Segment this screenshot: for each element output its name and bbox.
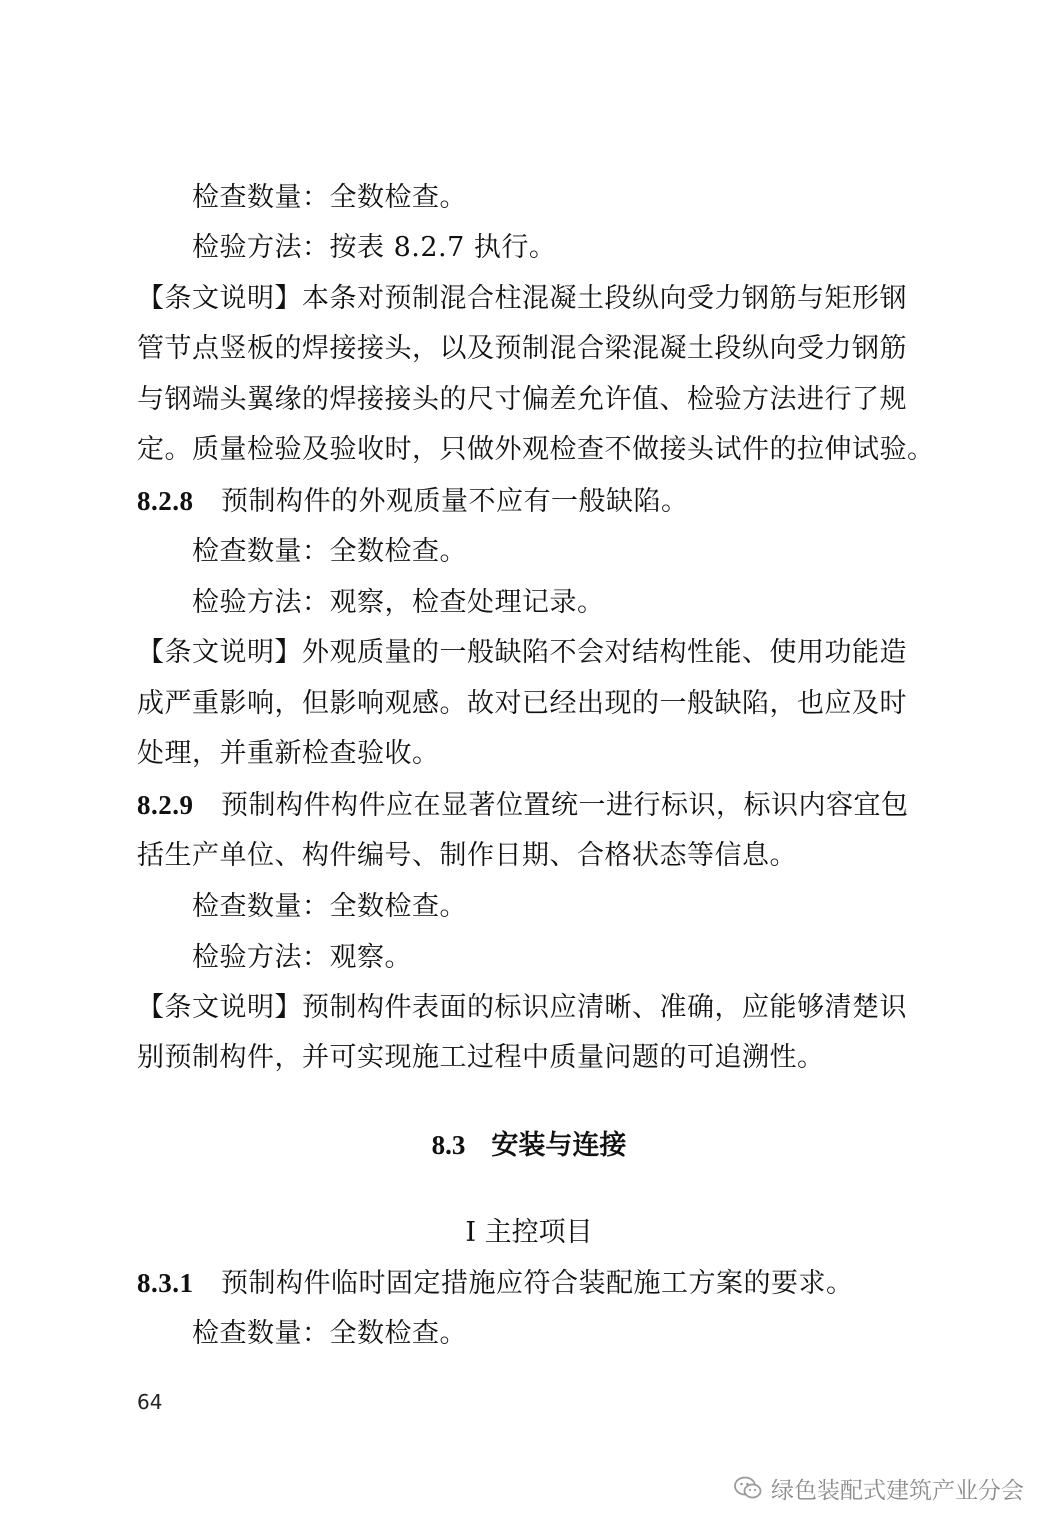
clause-8-3-1: 8.3.1 预制构件临时固定措施应符合装配施工方案的要求。 [137,1265,927,1302]
paragraph-line: 括生产单位、构件编号、制作日期、合格状态等信息。 [137,840,797,871]
subsection-heading: Ⅰ 主控项目 [465,1217,593,1248]
explanation-line: 定。质量检验及验收时，只做外观检查不做接头试件的拉伸试验。 [137,434,935,465]
wechat-icon [733,1475,763,1501]
explanation-line: 别预制构件，并可实现施工过程中质量问题的可追溯性。 [137,1042,825,1073]
clause-number: 8.3.1 [137,1268,194,1298]
clause-8-2-8: 8.2.8 预制构件的外观质量不应有一般缺陷。 [137,483,927,520]
watermark-text: 绿色装配式建筑产业分会 [771,1477,1024,1504]
page-number: 64 [137,1390,163,1414]
explanation-line: 【条文说明】外观质量的一般缺陷不会对结构性能、使用功能造 [137,637,907,668]
section-heading [0,1127,1058,1164]
paragraph-line: 检验方法：观察。 [192,942,412,973]
explanation-line: 【条文说明】本条对预制混合柱混凝土段纵向受力钢筋与矩形钢 [137,283,907,314]
paragraph-line: 检查数量：全数检查。 [192,891,467,922]
section-title: 安装与连接 [491,1130,627,1161]
explanation-line: 处理，并重新检查验收。 [137,738,440,769]
explanation-line: 管节点竖板的焊接接头，以及预制混合梁混凝土段纵向受力钢筋 [137,333,907,364]
paragraph-line: 检查数量：全数检查。 [192,182,467,213]
explanation-line: 成严重影响，但影响观感。故对已经出现的一般缺陷，也应及时 [137,688,907,719]
watermark [733,1470,1024,1506]
clause-8-2-9: 8.2.9 预制构件构件应在显著位置统一进行标识，标识内容宜包 [137,787,927,824]
paragraph-line: 检验方法：观察，检查处理记录。 [192,587,605,618]
section-number: 8.3 [431,1130,466,1160]
paragraph-line: 检查数量：全数检查。 [192,536,467,567]
explanation-line: 【条文说明】预制构件表面的标识应清晰、准确，应能够清楚识 [137,992,907,1023]
paragraph-line: 检验方法：按表 8.2.7 执行。 [192,232,557,263]
clause-number: 8.2.8 [137,486,194,516]
explanation-line: 与钢端头翼缘的焊接接头的尺寸偏差允许值、检验方法进行了规 [137,384,907,415]
paragraph-line: 检查数量：全数检查。 [192,1318,467,1349]
clause-number: 8.2.9 [137,790,194,820]
